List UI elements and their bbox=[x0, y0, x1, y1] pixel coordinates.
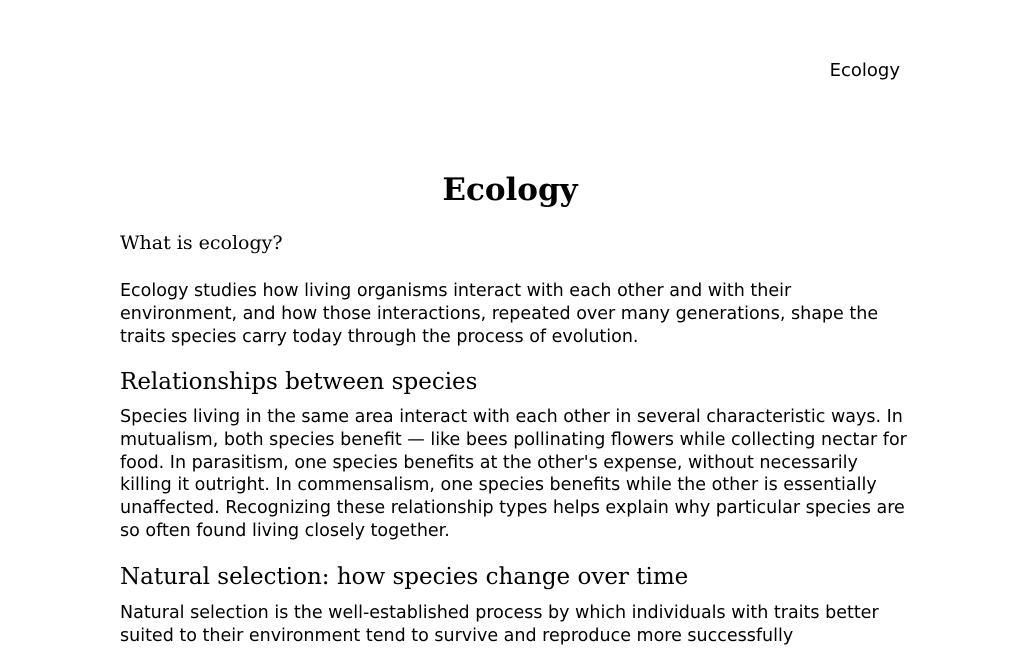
subtitle: What is ecology? bbox=[120, 232, 283, 254]
running-header: Ecology bbox=[829, 60, 900, 81]
document-page bbox=[120, 0, 907, 646]
section-body-relationships: Species living in the same area interact with each other in several characteristic ways. In mutualism, both species benefit — like bees pollinating flowers while collecting nectar for food. In parasitism, one species benefits at the other's expense, without necessarily killing it outright. In commensalism, one species benefits while the other is essentially unaffected. Recognizing these relationship types helps explain why particular species are so often found living closely together. bbox=[120, 407, 907, 541]
section-heading-relationships: Relationships between species bbox=[120, 369, 478, 395]
section-body-natural-selection: Natural selection is the well-established process by which individuals with traits better suited to their environment tend to survive and reproduce more successfully bbox=[120, 603, 879, 646]
section-heading-natural-selection: Natural selection: how species change over time bbox=[120, 564, 689, 590]
page-title: Ecology bbox=[442, 172, 578, 208]
intro-paragraph: Ecology studies how living organisms interact with each other and with their environment, and how those interactions, repeated over many generations, shape the traits species carry today through the process of evolution. bbox=[120, 281, 879, 347]
